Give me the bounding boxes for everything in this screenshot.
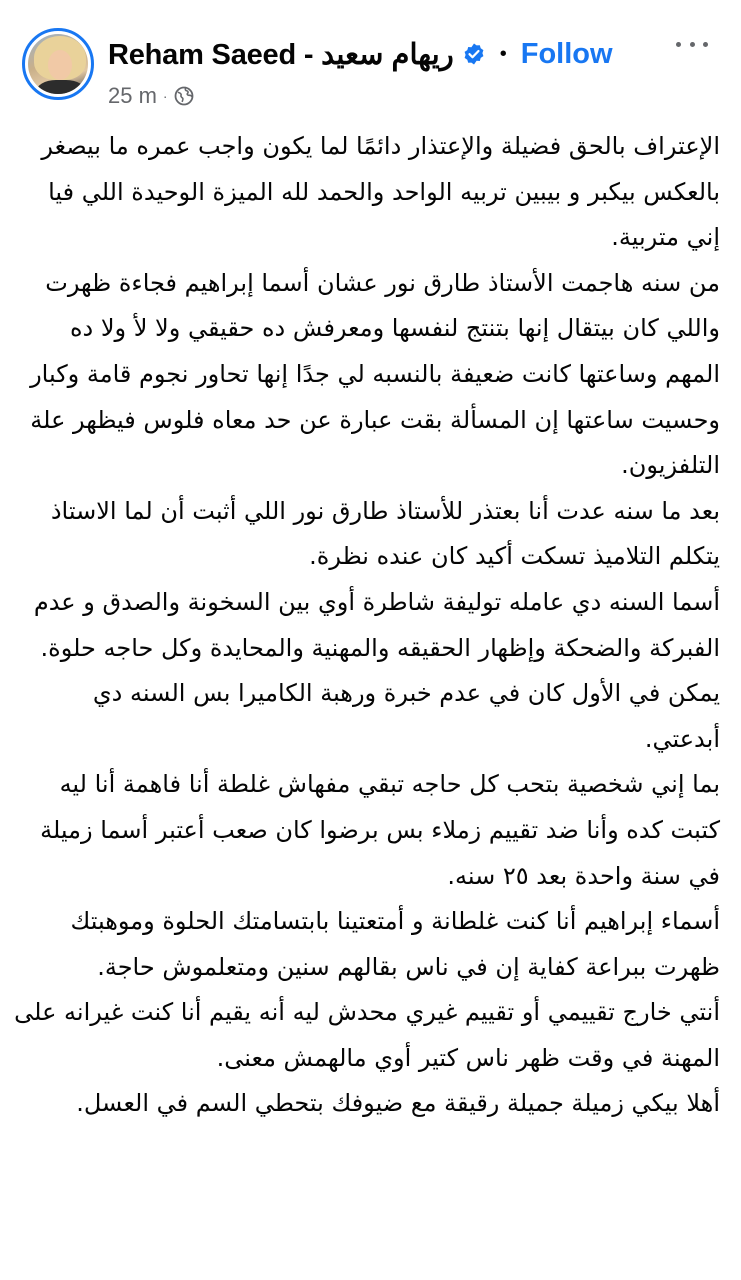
- avatar-photo: [28, 34, 88, 94]
- more-options-icon[interactable]: [670, 34, 714, 54]
- author-name[interactable]: Reham Saeed - ريهام سعيد: [108, 38, 454, 71]
- more-dot: [703, 42, 708, 47]
- verified-badge-icon: [462, 42, 486, 66]
- post-paragraph: يمكن في الأول كان في عدم خبرة ورهبة الكاميرا بس السنه دي أبدعتي.: [92, 679, 720, 753]
- post-paragraph: أسماء إبراهيم أنا كنت غلطانة و أمتعتينا بابتسامتك الحلوة وموهبتك ظهرت ببراعة كفاية إن في ناس بقالهم سنين ومتعلموش حاجة.: [70, 907, 720, 981]
- globe-icon[interactable]: [174, 86, 194, 106]
- post-paragraph: أهلا بيكي زميلة جميلة رقيقة مع ضيوفك بتحطي السم في العسل.: [76, 1089, 720, 1118]
- author-avatar[interactable]: [22, 28, 94, 100]
- meta-separator: ·: [162, 88, 168, 104]
- avatar-face: [48, 50, 72, 80]
- post-paragraph: أنتي خارج تقييمي أو تقييم غيري محدش ليه أنه يقيم أنا كنت غيرانه على المهنة في وقت ظهر ناس كتير أوي مالهمش معنى.: [14, 998, 720, 1072]
- post-paragraph: أسما السنه دي عامله توليفة شاطرة أوي بين السخونة والصدق و عدم الفبركة والضحكة وإظهار الحقيقه والمهنية والمحايدة وكل حاجه حلوة.: [33, 587, 720, 662]
- name-separator: •: [499, 42, 507, 65]
- post-meta: [108, 82, 194, 110]
- avatar-body: [36, 80, 86, 94]
- post-text: [14, 124, 720, 1127]
- author-row: [108, 34, 613, 74]
- post-paragraph: الإعتراف بالحق فضيلة والإعتذار دائمًا لما يكون واجب عمره ما بيصغر بالعكس بيكبر و بيبين تربيه الواحد والحمد لله الميزة الوحيدة اللي فيا إني متربية.: [41, 132, 720, 252]
- follow-button[interactable]: Follow: [520, 37, 613, 70]
- post-header: [0, 0, 741, 120]
- post-paragraph: بما إني شخصية بتحب كل حاجه تبقي مفهاش غلطة أنا فاهمة أنا ليه كتبت كده وأنا ضد تقييم زملاء بس برضوا كان صعب أعتبر أسما زميلة في سنة واحدة بعد ٢٥ سنه.: [40, 770, 720, 890]
- more-dot: [690, 42, 695, 47]
- post-paragraph: بعد ما سنه عدت أنا بعتذر للأستاذ طارق نور اللي أثبت أن لما الاستاذ يتكلم التلاميذ تسكت أكيد كان عنده نظرة.: [50, 496, 720, 571]
- more-dot: [676, 42, 681, 47]
- post-paragraph: من سنه هاجمت الأستاذ طارق نور عشان أسما إبراهيم فجاءة ظهرت واللي كان بيتقال إنها بتنتج لنفسها ومعرفش ده حقيقي ولا لأ ولا ده المهم وساعتها كانت ضعيفة بالنسبه لي جدًا إنها تحاور نجوم قامة وكبار وحسيت ساعتها إن المسألة بقت عبارة عن حد معاه فلوس فيظهر علة التلفزيون.: [30, 268, 720, 480]
- post-timestamp[interactable]: 25 m: [108, 83, 157, 108]
